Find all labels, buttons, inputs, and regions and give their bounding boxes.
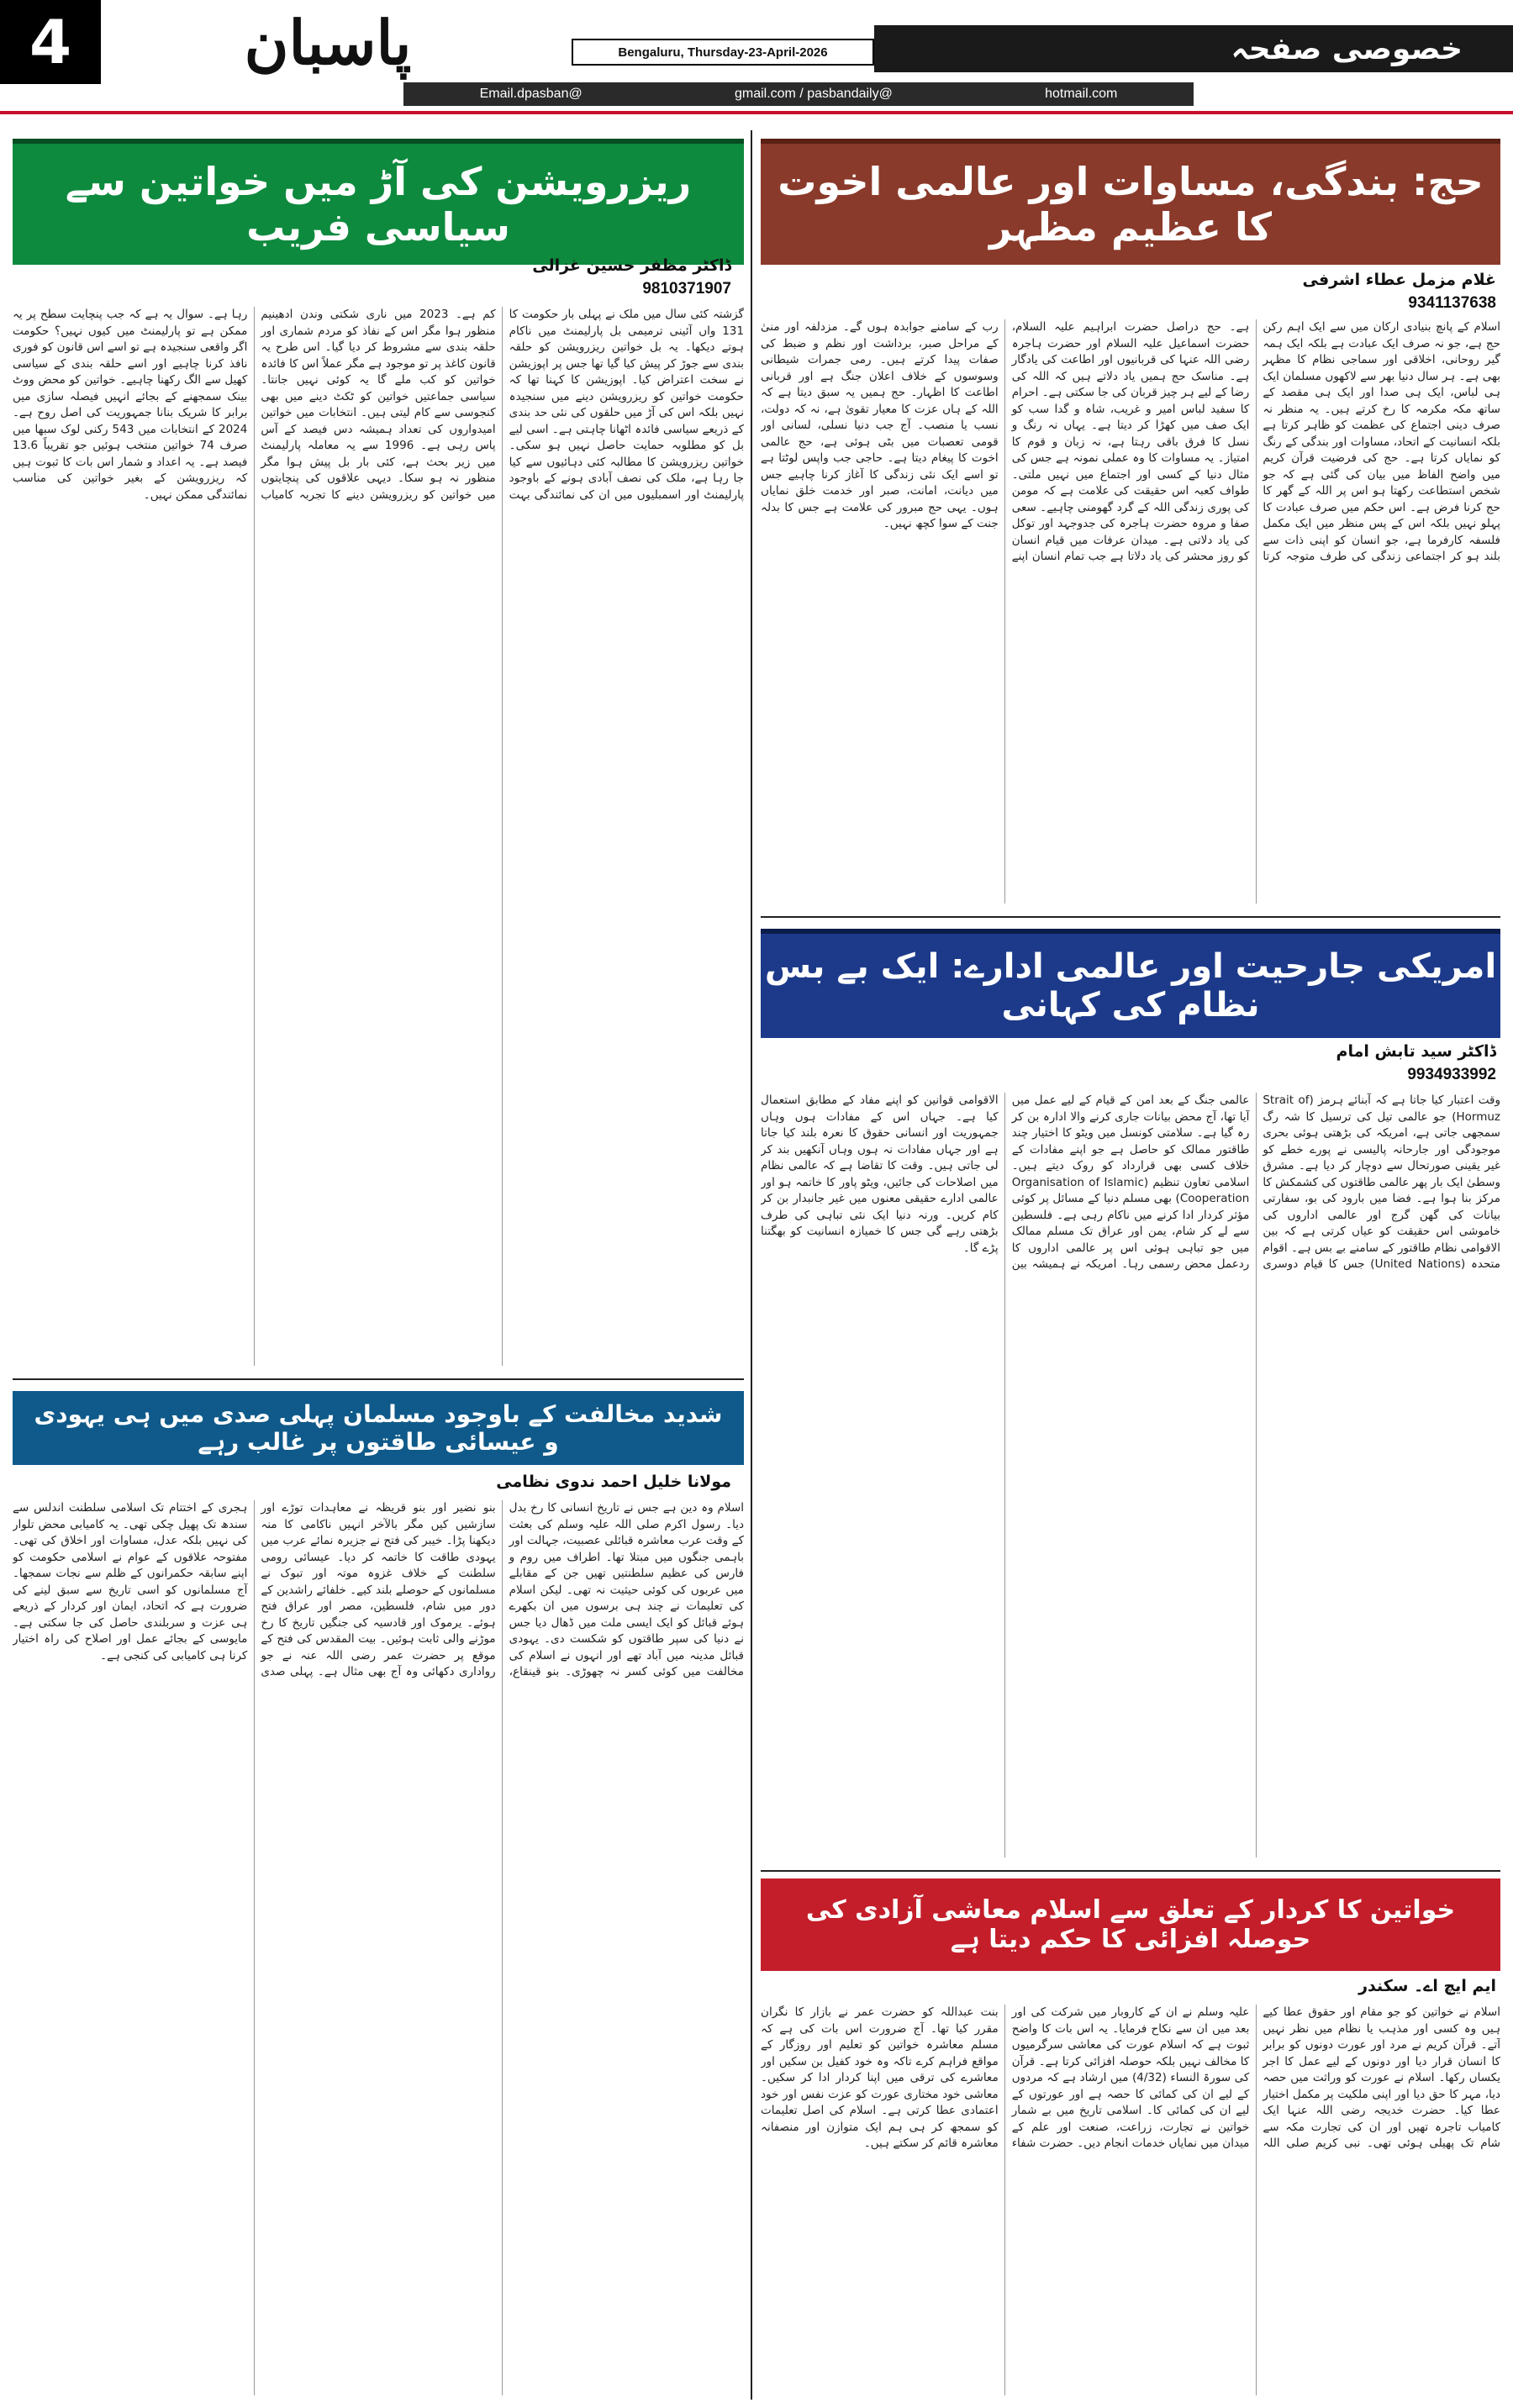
america-phone: 9934933992 bbox=[1407, 1066, 1496, 1083]
section-divider bbox=[761, 1870, 1500, 1872]
women-headline: خواتین کا کردار کے تعلق سے اسلام معاشی آزادی کی حوصلہ افزائی کا حکم دیتا ہے bbox=[761, 1878, 1500, 1971]
email-part[interactable]: gmail.com / pasbandaily@ bbox=[734, 87, 893, 101]
top-rule-divider bbox=[0, 111, 1513, 114]
muslims-headline: شدید مخالفت کے باوجود مسلمان پہلی صدی میں ہی یہودی و عیسائی طاقتوں پر غالب رہے bbox=[13, 1391, 744, 1465]
dateline: Bengaluru, Thursday-23-April-2026 bbox=[572, 39, 874, 66]
america-author: ڈاکٹر سید تابش امام bbox=[1336, 1042, 1496, 1061]
reservation-author: ڈاکٹر مظفر حسین غزالی bbox=[532, 256, 731, 275]
reservation-body: گزشتہ کئی سال میں ملک نے پہلی بار حکومت کا 131 واں آئینی ترمیمی بل پارلیمنٹ میں ناکام ہوتے دیکھا۔ یہ بل خواتین ریزرویشن کو حلقہ بندی سے جوڑ کر پیش کیا گیا تھا جس پر اپوزیشن نے سخت اعتراض کیا۔ اپوزیشن کا کہنا تھا کہ حکومت خواتین کو ریزرویشن دینے میں سنجیدہ نہیں بلکہ اس کی آڑ میں حلقوں کی نئی حد بندی کے ذریعے سیاسی فائدہ اٹھانا چاہتی ہے۔ اسی لیے بل کو مطلوبہ حمایت حاصل نہیں ہو سکی۔ خواتین ریزرویشن کا مطالبہ کئی دہائیوں سے کیا جا رہا ہے، ملک کی نصف آبادی ہونے کے باوجود پارلیمنٹ اور اسمبلیوں میں ان کی نمائندگی بہت کم ہے۔ 2023 میں ناری شکتی وندن ادھینیم منظور ہوا مگر اس کے نفاذ کو مردم شماری اور حلقہ بندی سے مشروط کر دیا گیا۔ اس طرح یہ قانون کاغذ پر تو موجود ہے مگر عملاً اس کا فائدہ خواتین کو کب ملے گا یہ کوئی نہیں جانتا۔ سیاسی جماعتیں خواتین کو ٹکٹ دینے میں بھی کنجوسی سے کام لیتی ہیں۔ انتخابات میں خواتین امیدواروں کی تعداد ہمیشہ دس فیصد کے آس پاس رہی ہے۔ 1996 سے یہ معاملہ پارلیمنٹ میں زیر بحث ہے، کئی بار بل پیش ہوا مگر منظور نہ ہو سکا۔ دیہی علاقوں کی پنچایتوں میں خواتین کو ریزرویشن دینے کا تجربہ کامیاب رہا ہے۔ سوال یہ ہے کہ جب پنچایت سطح پر یہ ممکن ہے تو پارلیمنٹ میں کیوں نہیں؟ حکومت اگر واقعی سنجیدہ ہے تو اسے اس قانون کو فوری نافذ کرنا چاہیے اور اسے حلقہ بندی کے سیاسی کھیل سے الگ رکھنا چاہیے۔ خواتین کو محض ووٹ بینک سمجھنے کے بجائے انہیں فیصلہ سازی میں برابر کا شریک بنانا جمہوریت کی اصل روح ہے۔ 2024 کے انتخابات میں 543 رکنی لوک سبھا میں صرف 74 خواتین منتخب ہوئیں جو تقریباً 13.6 فیصد ہے۔ یہ اعداد و شمار اس بات کا ثبوت ہیں کہ ریزرویشن کے بغیر خواتین کی مناسب نمائندگی ممکن نہیں۔ bbox=[13, 308, 744, 502]
email-part[interactable]: hotmail.com bbox=[1045, 87, 1118, 101]
hajj-author: غلام مزمل عطاء اشرفی bbox=[1302, 271, 1496, 289]
reservation-headline: ریزرویشن کی آڑ میں خواتین سے سیاسی فریب bbox=[13, 139, 744, 265]
section-divider bbox=[13, 1378, 744, 1380]
email-bar bbox=[403, 82, 1194, 106]
reservation-phone: 9810371907 bbox=[642, 280, 731, 298]
hajj-phone: 9341137638 bbox=[1408, 294, 1496, 312]
newspaper-logo: پاسبان bbox=[244, 6, 412, 78]
women-author: ایم ایچ اے۔ سکندر bbox=[1358, 1977, 1496, 1995]
email-part[interactable]: Email.dpasban@ bbox=[479, 87, 583, 101]
masthead bbox=[0, 0, 1513, 109]
america-headline: امریکی جارحیت اور عالمی ادارے: ایک بے بس نظام کی کہانی bbox=[761, 929, 1500, 1038]
hajj-body: اسلام کے پانچ بنیادی ارکان میں سے ایک اہم رکن حج ہے، جو نہ صرف ایک عبادت ہے بلکہ ایک ہمہ گیر روحانی، اخلاقی اور سماجی نظام کا مظہر بھی ہے۔ ہر سال دنیا بھر سے لاکھوں مسلمان ایک ہی لباس، ایک ہی صدا اور ایک ہی مقصد کے ساتھ مکہ مکرمہ کا رخ کرتے ہیں۔ یہ منظر نہ صرف دینی اجتماع کی عظمت کو ظاہر کرتا ہے بلکہ انسانیت کے اتحاد، مساوات اور بندگی کے رنگ کو نمایاں کرتا ہے۔ حج کی فرضیت قرآن کریم میں واضح الفاظ میں بیان کی گئی ہے کہ جو شخص استطاعت رکھتا ہو اس پر اللہ کے گھر کا حج کرنا فرض ہے۔ اس حکم میں صرف عبادت کا پہلو نہیں بلکہ اس کے پس منظر میں ایک مکمل فلسفہ کارفرما ہے، جو انسان کو اپنی ذات سے بلند ہو کر اجتماعی زندگی کی طرف متوجہ کرتا ہے۔ حج دراصل حضرت ابراہیم علیہ السلام، حضرت اسماعیل علیہ السلام اور حضرت ہاجرہ رضی اللہ عنہا کی قربانیوں اور اطاعت کی یادگار ہے۔ مناسک حج ہمیں یاد دلاتے ہیں کہ اللہ کی رضا کے لیے ہر چیز قربان کی جا سکتی ہے۔ احرام کا سفید لباس امیر و غریب، شاہ و گدا سب کو ایک صف میں کھڑا کر دیتا ہے۔ یہاں نہ رنگ و نسل کا فرق باقی رہتا ہے، نہ زبان و قوم کا امتیاز۔ یہ مساوات کا وہ عملی نمونہ ہے جس کی مثال دنیا کے کسی اور اجتماع میں نہیں ملتی۔ طواف کعبہ اس حقیقت کی علامت ہے کہ مومن کی پوری زندگی اللہ کے گرد گھومنی چاہیے۔ سعی صفا و مروہ حضرت ہاجرہ کی جدوجہد اور توکل کی یاد دلاتی ہے۔ میدان عرفات میں قیام انسان کو روز محشر کی یاد دلاتا ہے جب تمام انسان اپنے رب کے سامنے جوابدہ ہوں گے۔ مزدلفہ اور منیٰ کے مراحل صبر، برداشت اور نظم و ضبط کی صفات پیدا کرتے ہیں۔ رمی جمرات شیطانی وسوسوں کے خلاف اعلان جنگ ہے اور قربانی اطاعت کا اظہار۔ حج ہمیں یہ سبق دیتا ہے کہ اللہ کے ہاں عزت کا معیار تقویٰ ہے، نہ کہ دولت، نسب یا منصب۔ آج جب دنیا نسلی، لسانی اور قومی تعصبات میں بٹی ہوئی ہے، حج عالمی اخوت کا پیغام دیتا ہے۔ حاجی جب واپس لوٹتا ہے تو اسے ایک نئی زندگی کا آغاز کرنا چاہیے جس میں دیانت، امانت، صبر اور خدمت خلق نمایاں ہوں۔ یہی حج مبرور کی علامت ہے جس کا بدلہ جنت کے سوا کچھ نہیں۔ bbox=[761, 320, 1500, 563]
women-body: اسلام نے خواتین کو جو مقام اور حقوق عطا کیے ہیں وہ کسی اور مذہب یا نظام میں نظر نہیں آتے۔ قرآن کریم نے مرد اور عورت دونوں کو برابر کا انسان قرار دیا اور دونوں کے لیے عمل کا اجر یکساں رکھا۔ اسلام نے عورت کو وراثت میں حصہ دیا، مہر کا حق دیا اور اپنی ملکیت پر مکمل اختیار عطا کیا۔ حضرت خدیجہ رضی اللہ عنہا ایک کامیاب تاجرہ تھیں اور ان کی تجارت مکہ سے شام تک پھیلی ہوئی تھی۔ نبی کریم صلی اللہ علیہ وسلم نے ان کے کاروبار میں شرکت کی اور بعد میں ان سے نکاح فرمایا۔ یہ اس بات کا واضح ثبوت ہے کہ اسلام عورت کی معاشی سرگرمیوں کا مخالف نہیں بلکہ حوصلہ افزائی کرتا ہے۔ قرآن کی سورۃ النساء (4/32) میں ارشاد ہے کہ مردوں کے لیے ان کی کمائی کا حصہ ہے اور عورتوں کے لیے ان کی کمائی کا۔ اسلامی تاریخ میں بے شمار خواتین نے تجارت، زراعت، صنعت اور علم کے میدان میں نمایاں خدمات انجام دیں۔ حضرت شفاء بنت عبداللہ کو حضرت عمر نے بازار کا نگران مقرر کیا تھا۔ آج ضرورت اس بات کی ہے کہ مسلم معاشرہ خواتین کو تعلیم اور روزگار کے مواقع فراہم کرے تاکہ وہ خود کفیل بن سکیں اور معاشرے کی ترقی میں اپنا کردار ادا کر سکیں۔ معاشی خود مختاری عورت کو عزت نفس اور خود اعتمادی عطا کرتی ہے۔ اسلام کی اصل تعلیمات کو سمجھ کر ہی ہم ایک متوازن اور منصفانہ معاشرہ قائم کر سکتے ہیں۔ bbox=[761, 2005, 1500, 2150]
muslims-body: اسلام وہ دین ہے جس نے تاریخ انسانی کا رخ بدل دیا۔ رسول اکرم صلی اللہ علیہ وسلم کی بعثت کے وقت عرب معاشرہ قبائلی عصبیت، جہالت اور باہمی جنگوں میں مبتلا تھا۔ اطراف میں روم و فارس کی عظیم سلطنتیں تھیں جن کے مقابلے میں عربوں کی کوئی حیثیت نہ تھی۔ لیکن اسلام کی تعلیمات نے چند ہی برسوں میں ان بکھرے ہوئے قبائل کو ایک ایسی ملت میں ڈھال دیا جس نے دنیا کی سپر طاقتوں کو شکست دی۔ یہودی قبائل مدینہ میں آباد تھے اور انہوں نے اسلام کی مخالفت میں کوئی کسر نہ چھوڑی۔ بنو قینقاع، بنو نضیر اور بنو قریظہ نے معاہدات توڑے اور سازشیں کیں مگر بالآخر انہیں ناکامی کا منہ دیکھنا پڑا۔ خیبر کی فتح نے جزیرہ نمائے عرب میں یہودی طاقت کا خاتمہ کر دیا۔ عیسائی رومی سلطنت کے خلاف غزوہ موتہ اور تبوک نے مسلمانوں کے حوصلے بلند کیے۔ خلفائے راشدین کے دور میں شام، فلسطین، مصر اور عراق فتح ہوئے۔ یرموک اور قادسیہ کی جنگیں تاریخ کا رخ موڑنے والی ثابت ہوئیں۔ بیت المقدس کی فتح کے موقع پر حضرت عمر رضی اللہ عنہ نے جو رواداری دکھائی وہ آج بھی مثال ہے۔ پہلی صدی ہجری کے اختتام تک اسلامی سلطنت اندلس سے سندھ تک پھیل چکی تھی۔ یہ کامیابی محض تلوار کی نہیں بلکہ عدل، مساوات اور اخلاق کی تھی۔ مفتوحہ علاقوں کے عوام نے اسلامی حکومت کو اپنے سابقہ حکمرانوں کے ظلم سے نجات سمجھا۔ آج مسلمانوں کو اسی تاریخ سے سبق لینے کی ضرورت ہے کہ اتحاد، ایمان اور کردار کے ذریعے ہی عزت و سربلندی حاصل کی جا سکتی ہے۔ مایوسی کے بجائے عمل اور اصلاح کی راہ اختیار کرنا ہی کامیابی کی کنجی ہے۔ bbox=[13, 1501, 744, 1678]
section-title: خصوصی صفحہ bbox=[874, 25, 1513, 72]
muslims-author: مولانا خلیل احمد ندوی نظامی bbox=[496, 1473, 731, 1491]
america-body: وقت اعتبار کیا جاتا ہے کہ آبنائے ہرمز (Strait of Hormuz) جو عالمی تیل کی ترسیل کا شہ رگ سمجھی جاتی ہے، امریکہ کی بڑھتی ہوئی بحری موجودگی اور جارحانہ پالیسی نے پورے خطے کو غیر یقینی صورتحال سے دوچار کر دیا ہے۔ مشرق وسطیٰ ایک بار پھر عالمی طاقتوں کی کشمکش کا مرکز بنا ہوا ہے۔ فضا میں بارود کی بو، سفارتی بیانات کی گھن گرج اور عالمی اداروں کی خاموشی اس حقیقت کو عیاں کرتی ہے کہ بین الاقوامی نظام طاقتور کے سامنے بے بس ہے۔ اقوام متحدہ (United Nations) جس کا قیام دوسری عالمی جنگ کے بعد امن کے قیام کے لیے عمل میں آیا تھا، آج محض بیانات جاری کرنے والا ادارہ بن کر رہ گیا ہے۔ سلامتی کونسل میں ویٹو کا اختیار چند طاقتور ممالک کو حاصل ہے جو اپنے مفادات کے خلاف کسی بھی قرارداد کو روک دیتے ہیں۔ اسلامی تعاون تنظیم (Organisation of Islamic Cooperation) بھی مسلم دنیا کے مسائل پر کوئی مؤثر کردار ادا کرنے میں ناکام رہی ہے۔ فلسطین سے لے کر شام، یمن اور عراق تک مسلم ممالک میں جو تباہی ہوئی اس پر عالمی اداروں کا ردعمل محض رسمی رہا۔ امریکہ نے ہمیشہ بین الاقوامی قوانین کو اپنے مفاد کے مطابق استعمال کیا ہے۔ جہاں اس کے مفادات ہوں وہاں جمہوریت اور انسانی حقوق کا نعرہ بلند کیا جاتا ہے اور جہاں مفادات نہ ہوں وہاں آنکھیں بند کر لی جاتی ہیں۔ وقت کا تقاضا ہے کہ عالمی نظام میں اصلاحات کی جائیں، ویٹو پاور کا خاتمہ ہو اور عالمی ادارے حقیقی معنوں میں غیر جانبدار بن کر کام کریں۔ ورنہ دنیا ایک نئی تباہی کی طرف بڑھتی رہے گی جس کا خمیازہ انسانیت کو بھگتنا پڑے گا۔ bbox=[761, 1093, 1500, 1271]
column-divider bbox=[751, 130, 752, 2400]
hajj-headline: حج: بندگی، مساوات اور عالمی اخوت کا عظیم مظہر bbox=[761, 139, 1500, 265]
page-number: 4 bbox=[0, 0, 101, 84]
section-divider bbox=[761, 916, 1500, 918]
